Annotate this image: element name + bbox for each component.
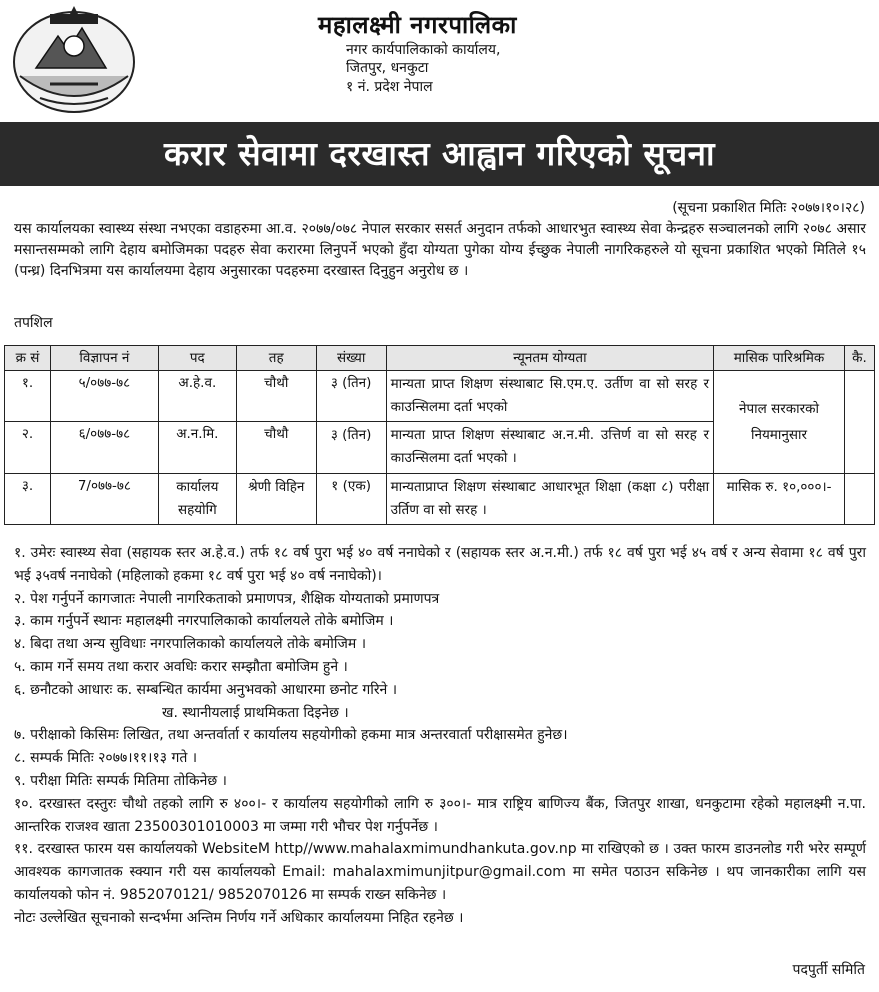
- table-cell: मासिक रु. १०,०००।-: [714, 474, 845, 525]
- table-cell: नेपाल सरकारको नियमानुसार: [714, 371, 845, 474]
- table-header: मासिक पारिश्रमिक: [714, 346, 845, 371]
- table-cell: मान्यता प्राप्त शिक्षण संस्थाबाट अ.न.मी. उत्तिर्ण वा सो सरह र काउन्सिलमा दर्ता भएको ।: [386, 422, 713, 474]
- table-row: [5, 371, 875, 422]
- published-date: (सूचना प्रकाशित मितिः २०७७।१०।२८): [672, 200, 865, 216]
- table-cell: अ.न.मि.: [158, 422, 236, 474]
- vacancy-table: [4, 345, 875, 525]
- table-cell: ३ (तिन): [316, 422, 386, 474]
- table-cell: १ (एक): [316, 474, 386, 525]
- table-cell: श्रेणी विहिन: [236, 474, 316, 525]
- table-cell: [844, 474, 874, 525]
- table-header: तह: [236, 346, 316, 371]
- table-cell: 7/०७७-७८: [50, 474, 158, 525]
- table-header: विज्ञापन नं: [50, 346, 158, 371]
- notes-list: [14, 542, 866, 930]
- note-item: ५. काम गर्ने समय तथा करार अवधिः करार सम्झौता बमोजिम हुने ।: [14, 658, 348, 675]
- note-item: ८. सम्पर्क मितिः २०७७।११।१३ गते ।: [14, 750, 198, 767]
- office-address: जितपुर, धनकुटा: [346, 60, 429, 77]
- table-header: क्र सं: [5, 346, 51, 371]
- note-item: १. उमेरः स्वास्थ्य सेवा (सहायक स्तर अ.हे.व.) तर्फ १८ वर्ष पुरा भई ४० वर्ष ननाघेको र (सहायक स्तर अ.न.मी.) तर्फ १८ वर्ष पुरा भई ४५ वर्ष र अन्य सेवामा १८ वर्ष पुरा भई ३५वर्ष ननाघेको (महिलाको हकमा १८ वर्ष पुरा भई ४० वर्ष ननाघेको)।: [14, 545, 866, 584]
- table-header: संख्या: [316, 346, 386, 371]
- office-name: नगर कार्यपालिकाको कार्यालय,: [346, 42, 501, 59]
- table-cell: कार्यालय सहयोगि: [158, 474, 236, 525]
- note-item: ४. बिदा तथा अन्य सुविधाः नगरपालिकाको कार्यालयले तोके बमोजिम ।: [14, 636, 366, 653]
- office-province: १ नं. प्रदेश नेपाल: [346, 78, 433, 95]
- table-cell: ६/०७७-७८: [50, 422, 158, 474]
- table-header: कै.: [844, 346, 874, 371]
- org-name: महालक्ष्मी नगरपालिका: [318, 11, 517, 39]
- note-item: ६. छनौटको आधारः क. सम्बन्धित कार्यमा अनुभवको आधारमा छनोट गरिने ।: [14, 681, 398, 698]
- note-item: नोटः उल्लेखित सूचनाको सन्दर्भमा अन्तिम निर्णय गर्ने अधिकार कार्यालयमा निहित रहनेछ ।: [14, 909, 464, 926]
- note-item: ९. परीक्षा मितिः सम्पर्क मितिमा तोकिनेछ ।: [14, 772, 227, 789]
- note-item: ३. काम गर्नुपर्ने स्थानः महालक्ष्मी नगरपालिकाको कार्यालयले तोके बमोजिम ।: [14, 613, 394, 630]
- table-cell: मान्यताप्राप्त शिक्षण संस्थाबाट आधारभूत शिक्षा (कक्षा ८) परीक्षा उर्तिण वा सो सरह ।: [386, 474, 713, 525]
- table-header: पद: [158, 346, 236, 371]
- table-cell: अ.हे.व.: [158, 371, 236, 422]
- note-item: ख. स्थानीयलाई प्राथमिकता दिइनेछ ।: [162, 704, 349, 721]
- table-header-row: [5, 346, 875, 371]
- table-cell: ३.: [5, 474, 51, 525]
- header: [0, 0, 879, 120]
- signature: पदपुर्ती समिति: [792, 962, 865, 978]
- note-item: ११. दरखास्त फारम यस कार्यालयको WebsiteM http//www.mahalaxmimundhankuta.gov.np मा राखिएको छ । उक्त फारम डाउनलोड गरी भरेर सम्पूर्ण आवश्यक कागजातक स्क्यान गरी यस कार्यालयको Email: mahalaxmimunjitpur@gmail.com मा समेत पठाउन सकिनेछ । थप जानकारीका लागि यस कार्यालयको फोन नं. 9852070121/ 9852070126 मा सम्पर्क राख्न सकिनेछ ।: [14, 841, 866, 903]
- table-cell: २.: [5, 422, 51, 474]
- nepal-emblem-icon: [10, 6, 138, 116]
- note-item: ७. परीक्षाको किसिमः लिखित, तथा अन्तर्वार्ता र कार्यालय सहयोगीको हकमा मात्र अन्तरवार्ता परीक्षासमेत हुनेछ।: [14, 727, 568, 744]
- intro-paragraph: यस कार्यालयका स्वास्थ्य संस्था नभएका वडाहरुमा आ.व. २०७७/०७८ नेपाल सरकार ससर्त अनुदान तर्फको आधारभुत स्वास्थ्य सेवा केन्द्रहरु सञ्चालनको लागि २०७८ असार मसान्तसम्मको लागि देहाय बमोजिमका पदहरु सेवा करारमा लिनुपर्ने भएको हुँदा योग्यता पुगेका योग्य ईच्छुक नेपाली नागरिकहरुले यो सूचना प्रकाशित भएको मितिले १५ (पन्ध्र) दिनभित्रमा यस कार्यालयमा देहाय अनुसारका पदहरुमा दरखास्त दिनुहुन अनुरोध छ ।: [14, 221, 866, 279]
- table-row: [5, 474, 875, 525]
- table-cell: चौथौ: [236, 422, 316, 474]
- org-info: [318, 10, 517, 96]
- table-cell: ३ (तिन): [316, 371, 386, 422]
- notice-title: करार सेवामा दरखास्त आह्वान गरिएको सूचना: [0, 122, 879, 186]
- table-cell: [844, 371, 874, 474]
- note-item: १०. दरखास्त दस्तुरः चौथो तहको लागि रु ४००।- र कार्यालय सहयोगीको लागि रु ३००।- मात्र राष्ट्रिय बाणिज्य बैंक, जितपुर शाखा, धनकुटामा रहेको महालक्ष्मी न.पा. आन्तरिक राजश्व खाता 23500301010003 मा जम्मा गरी भौचर पेश गर्नुपर्नेछ ।: [14, 795, 866, 835]
- table-header: न्यूनतम योग्यता: [386, 346, 713, 371]
- table-cell: १.: [5, 371, 51, 422]
- details-label: तपशिल: [14, 315, 53, 331]
- table-cell: मान्यता प्राप्त शिक्षण संस्थाबाट सि.एम.ए. उर्तीण वा सो सरह र काउन्सिलमा दर्ता भएको: [386, 371, 713, 422]
- table-cell: ५/०७७-७८: [50, 371, 158, 422]
- table-cell: चौथौ: [236, 371, 316, 422]
- note-item: २. पेश गर्नुपर्ने कागजातः नेपाली नागरिकताको प्रमाणपत्र, शैक्षिक योग्यताको प्रमाणपत्र: [14, 590, 440, 607]
